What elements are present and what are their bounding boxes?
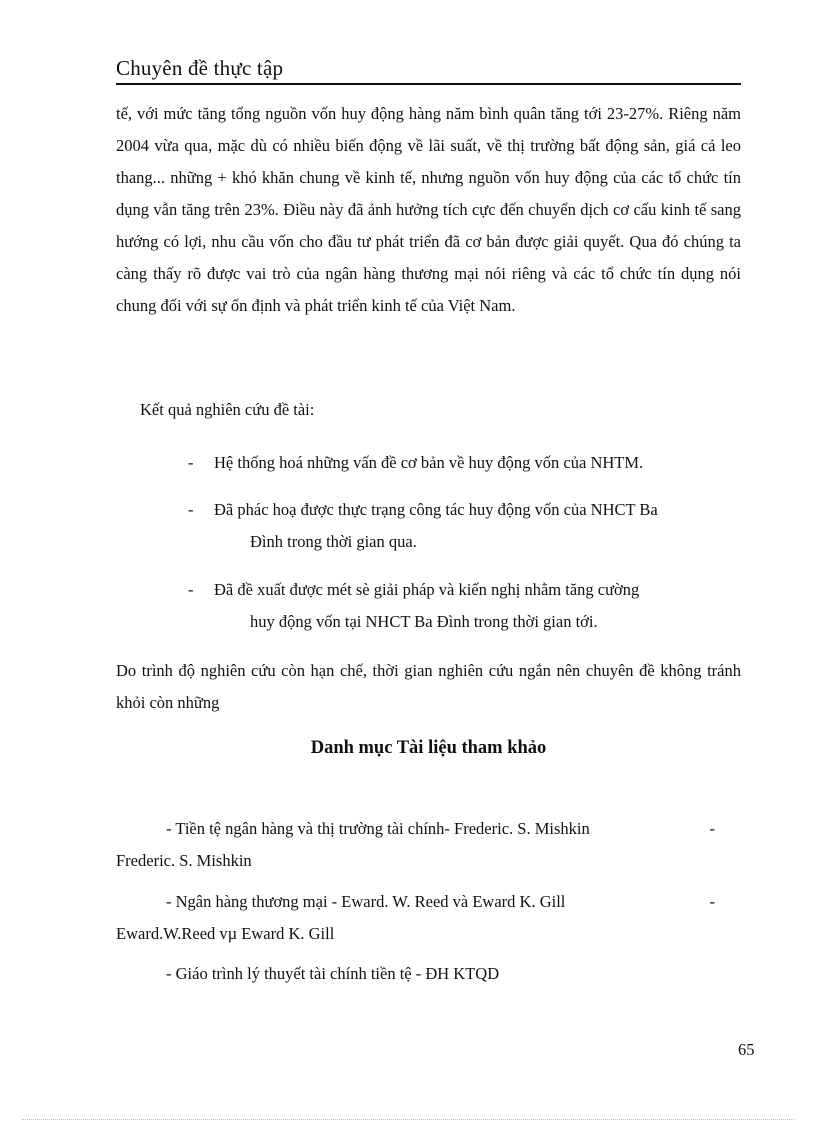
- reference-author: Frederic. S. Mishkin: [116, 851, 252, 870]
- reference-item: [116, 886, 741, 950]
- reference-item: [116, 813, 741, 877]
- reference-trailing-dash: -: [709, 892, 715, 911]
- body-paragraph: tế, với mức tăng tổng nguồn vốn huy động hàng năm bình quân tăng tới 23-27%. Riêng năm 2004 vừa qua, mặc dù có nhiều biến động về lãi suất, về thị trường bất động sản, giá cả leo thang... những + khó khăn chung về kinh tế, nhưng nguồn vốn huy động của các tổ chức tín dụng vẫn tăng trên 23%. Điều này đã ảnh hưởng tích cực đến chuyển dịch cơ cấu kinh tế sang hướng có lợi, nhu cầu vốn cho đầu tư phát triển đã cơ bản được giải quyết. Qua đó chúng ta càng thấy rõ được vai trò của ngân hàng thương mại nói riêng và các tổ chức tín dụng nói chung đối với sự ổn định và phát triển kinh tế của Việt Nam.: [116, 104, 741, 315]
- reference-item: [116, 958, 741, 990]
- page-number: 65: [738, 1040, 755, 1059]
- references-title: Danh mục Tài liệu tham khảo: [310, 738, 547, 758]
- reference-text: - Tiền tệ ngân hàng và thị trường tài chính- Frederic. S. Mishkin: [166, 819, 590, 838]
- running-header: Chuyên đề thực tập: [116, 56, 284, 80]
- result-item-continuation: Đình trong thời gian qua.: [250, 532, 417, 551]
- result-item: [188, 494, 740, 558]
- result-item-text: Đã phác hoạ được thực trạng công tác huy động vốn của NHCT Ba: [214, 500, 658, 519]
- reference-trailing-dash: -: [709, 819, 715, 838]
- conclusion-paragraph: Do trình độ nghiên cứu còn hạn chế, thời gian nghiên cứu ngắn nên chuyên đề không tránh khỏi còn những: [116, 661, 741, 712]
- result-item-text: Đã đề xuất được mét sè giải pháp và kiến nghị nhằm tăng cường: [214, 580, 640, 599]
- reference-text: - Giáo trình lý thuyết tài chính tiền tệ - ĐH KTQD: [166, 964, 500, 983]
- reference-author: Eward.W.Reed vµ Eward K. Gill: [116, 924, 335, 943]
- bullet-dash: -: [188, 500, 194, 519]
- bullet-dash: -: [188, 580, 194, 599]
- result-item: [188, 447, 740, 479]
- header-divider: [116, 83, 741, 85]
- page-bottom-border: [22, 1119, 794, 1120]
- result-item-continuation: huy động vốn tại NHCT Ba Đình trong thời gian tới.: [250, 612, 598, 631]
- result-item: [188, 574, 740, 638]
- results-heading: Kết quả nghiên cứu đề tài:: [140, 400, 315, 419]
- bullet-dash: -: [188, 453, 194, 472]
- result-item-text: Hệ thống hoá những vấn đề cơ bản về huy động vốn của NHTM.: [214, 453, 644, 472]
- reference-text: - Ngân hàng thương mại - Eward. W. Reed và Eward K. Gill: [166, 892, 566, 911]
